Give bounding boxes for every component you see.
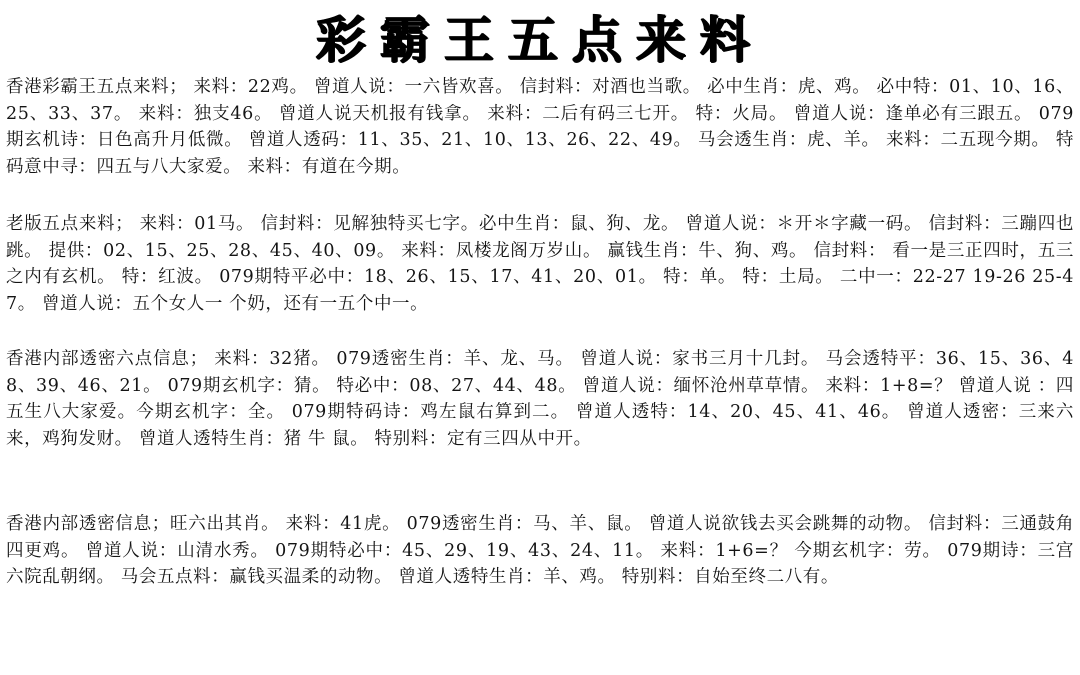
section-old-edition-five-point-material: 老版五点来料； 来料：01马。 信封料：见解独特买七字。必中生肖：鼠、狗、龙。 曾道人说：＊开＊字藏一码。 信封料：三蹦四也跳。 提供：02、15、25、28、45、40、09。 来料：凤楼龙阁万岁山。 赢钱生肖：牛、狗、鸡。 信封料： 看一是三正四时，五三之内有玄机。 特：红波。 079期特平必中：18、26、15、17、41、20、01。 特：单。 特：土局。 二中一：22-27 19-26 25-47。 曾道人说：五个女人一 个奶，还有一五个中一。: [6, 214, 1074, 314]
section-hk-five-point-material: 香港彩霸王五点来料； 来料：22鸡。 曾道人说：一六皆欢喜。 信封料：对酒也当歌。 必中生肖：虎、鸡。 必中特：01、10、16、25、33、37。 来料：独支46。 曾道人说天机报有钱拿。 来料：二后有码三七开。 特：火局。 曾道人说：逢单必有三跟五。 079期玄机诗：日色高升月低微。 曾道人透码：11、35、21、10、13、26、22、49。 马会透生肖：虎、羊。 来料：二五现今期。 特码意中寻：四五与八大家爱。 来料：有道在今期。: [6, 77, 1074, 177]
section-hk-internal-secret-info: 香港内部透密信息；旺六出其肖。 来料：41虎。 079透密生肖：马、羊、鼠。 曾道人说欲钱去买会跳舞的动物。 信封料：三通鼓角四更鸡。 曾道人说：山清水秀。 079期特必中：45、29、19、43、24、11。 来料：1+6=？ 今期玄机字：劳。 079期诗：三宫六院乱朝纲。 马会五点料：赢钱买温柔的动物。 曾道人透特生肖：羊、鸡。 特别料：自始至终二八有。: [6, 514, 1074, 587]
page-title: 彩霸王五点来料: [316, 10, 764, 69]
section-hk-internal-six-point-info: 香港内部透密六点信息； 来料：32猪。 079透密生肖：羊、龙、马。 曾道人说：家书三月十几封。 马会透特平：36、15、36、48、39、46、21。 079期玄机字：猜。 特必中：08、27、44、48。 曾道人说：缅怀沧州草草情。 来料：1+8=？ 曾道人说 ：四五生八大家爱。今期玄机字：全。 079期特码诗：鸡左鼠右算到二。 曾道人透特：14、20、45、41、46。 曾道人透密：三来六来，鸡狗发财。 曾道人透特生肖：猪 牛 鼠。 特别料：定有三四从中开。: [6, 349, 1074, 449]
